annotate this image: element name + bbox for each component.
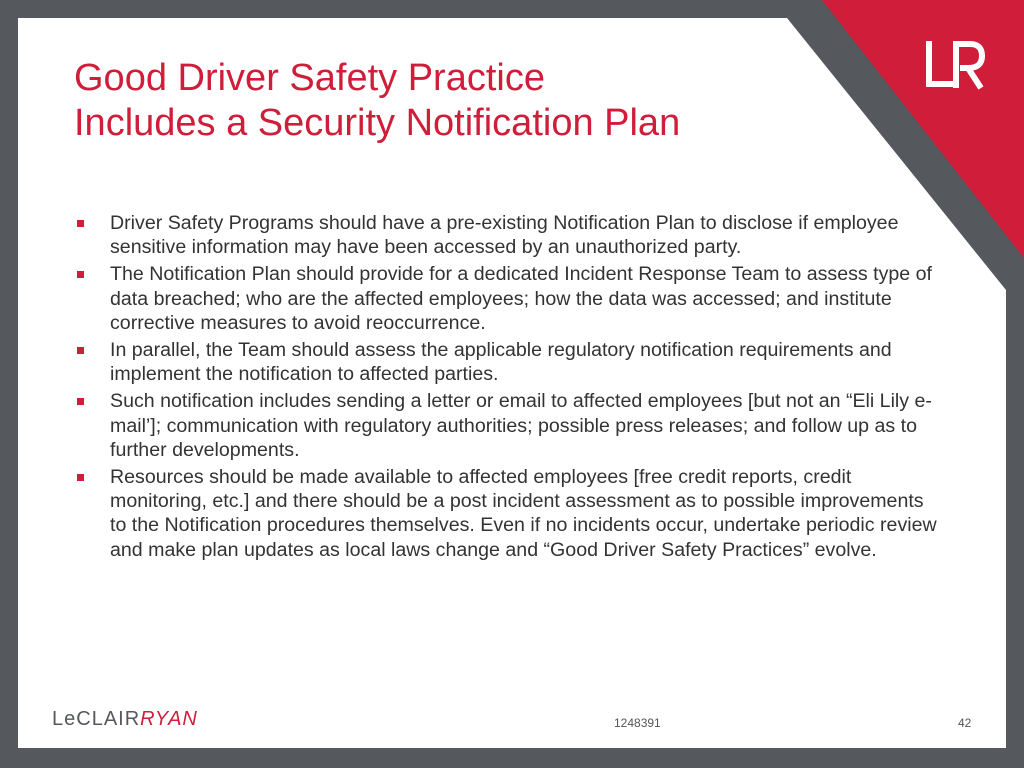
square-bullet-icon [77, 474, 84, 481]
logo-text-ryan: RYAN [140, 708, 198, 730]
square-bullet-icon [77, 398, 84, 405]
bullet-list [74, 211, 944, 565]
footer-logo [52, 708, 198, 731]
title-line-1: Good Driver Safety Practice [74, 57, 545, 99]
bullet-text: Driver Safety Programs should have a pre-existing Notification Plan to disclose if employee sensitive information may have been accessed by an unauthorized party. [110, 212, 899, 259]
bullet-text: Resources should be made available to affected employees [free credit reports, credit monitoring, etc.] and there should be a post incident assessment as to possible improvements to the Notification procedures themselves. Even if no incidents occur, undertake periodic review and make plan updates as local laws change and “Good Driver Safety Practices” evolve. [110, 466, 937, 561]
bullet-item [74, 338, 944, 386]
square-bullet-icon [77, 271, 84, 278]
bullet-item [74, 465, 944, 562]
logo-text-leclair: LeCLAIR [52, 708, 141, 730]
bullet-text: In parallel, the Team should assess the applicable regulatory notification requirements and implement the notification to affected parties. [110, 339, 892, 386]
bullet-item [74, 211, 944, 259]
page-title [74, 56, 834, 146]
bullet-item [74, 262, 944, 335]
lr-logo-icon [926, 40, 986, 92]
bullet-item [74, 389, 944, 462]
bullet-text: Such notification includes sending a letter or email to affected employees [but not an “Eli Lily e-mail’]; communication with regulatory authorities; possible press releases; and follow up as to further developments. [110, 390, 932, 461]
square-bullet-icon [77, 347, 84, 354]
title-line-2: Includes a Security Notification Plan [74, 102, 681, 144]
square-bullet-icon [77, 220, 84, 227]
page-number: 42 [958, 716, 972, 730]
document-number: 1248391 [614, 716, 661, 730]
bullet-text: The Notification Plan should provide for a dedicated Incident Response Team to assess type of data breached; who are the affected employees; how the data was accessed; and institute corrective measures to avoid reoccurrence. [110, 263, 932, 334]
